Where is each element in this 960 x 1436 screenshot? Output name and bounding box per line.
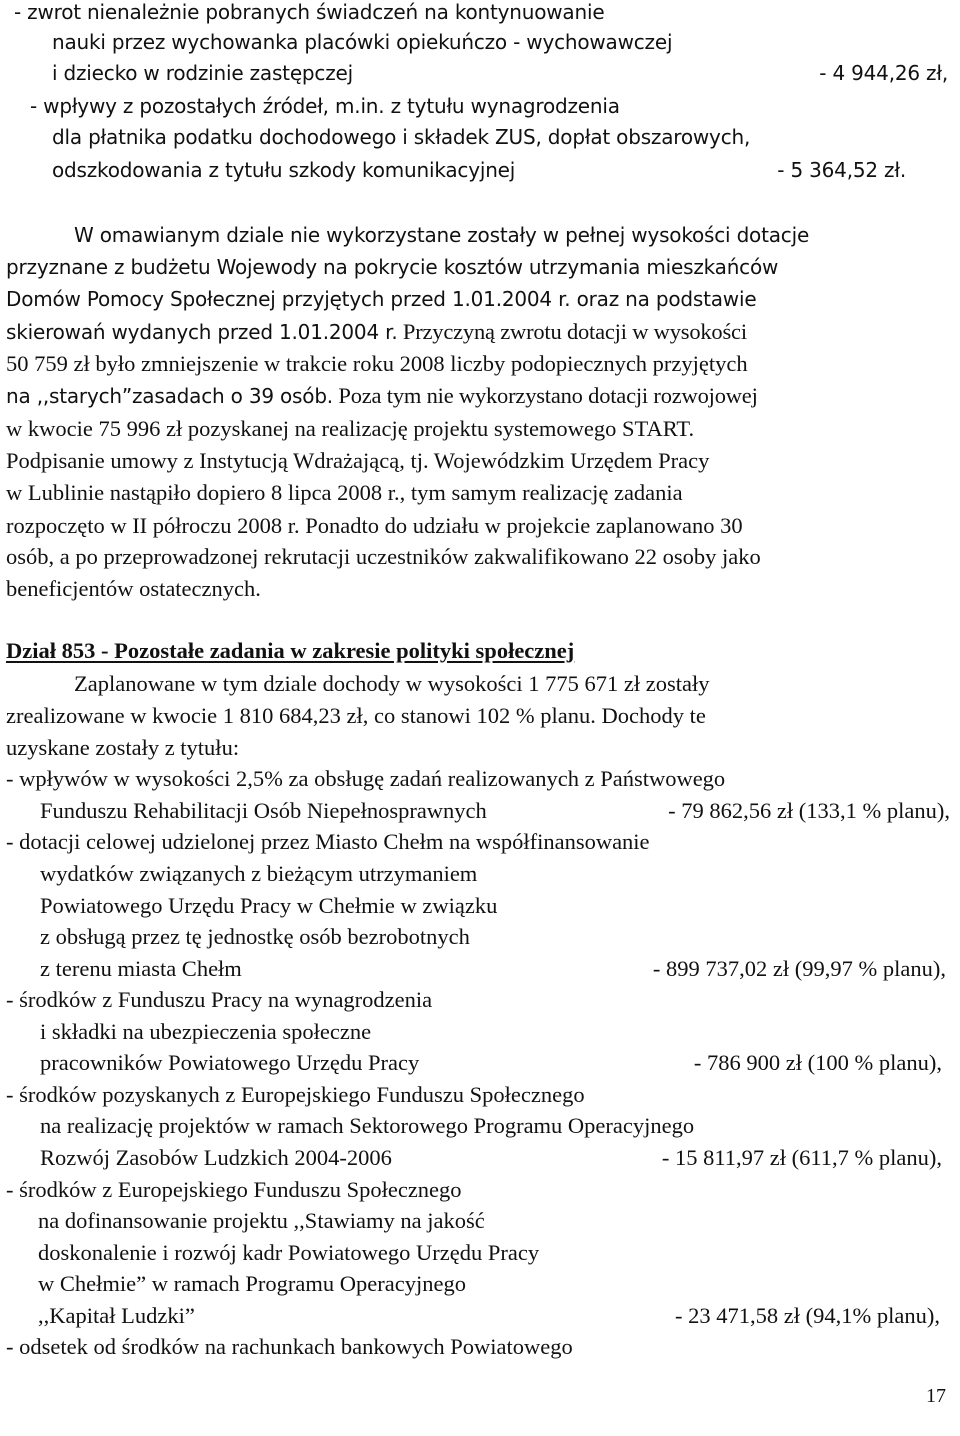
text-line: 50 759 zł było zmniejszenie w trakcie roku 2008 liczby podopiecznych przyjętych [6, 351, 748, 376]
text-line: osób, a po przeprowadzonej rekrutacji uczestników zakwalifikowano 22 osoby jako [6, 544, 761, 569]
text-line: Podpisanie umowy z Instytucją Wdrażającą, tj. Wojewódzkim Urzędem Pracy [6, 448, 710, 473]
amount: - 5 364,52 zł. [777, 158, 906, 182]
text-line: dla płatnika podatku dochodowego i składek ZUS, dopłat obszarowych, [52, 125, 751, 149]
text-line: i składki na ubezpieczenia społeczne [40, 1019, 372, 1044]
text-line: Domów Pomocy Społecznej przyjętych przed 1.01.2004 r. oraz na podstawie [6, 287, 757, 311]
amount: - 786 900 zł (100 % planu), [693, 1050, 942, 1075]
text-line: uzyskane zostały z tytułu: [6, 735, 240, 760]
text-line: w kwocie 75 996 zł pozyskanej na realizację projektu systemowego START. [6, 416, 695, 441]
text-span: Przyczyną zwrotu dotacji w wysokości [397, 319, 747, 344]
text-line: - wpływy z pozostałych źródeł, m.in. z tytułu wynagrodzenia [30, 94, 620, 118]
text-line: przyznane z budżetu Wojewody na pokrycie kosztów utrzymania mieszkańców [6, 255, 779, 279]
list-item: - środków z Funduszu Pracy na wynagrodzenia [6, 987, 433, 1012]
amount: - 4 944,26 zł, [819, 61, 948, 85]
list-item: - środków pozyskanych z Europejskiego Funduszu Społecznego [6, 1082, 585, 1107]
list-item: - odsetek od środków na rachunkach bankowych Powiatowego [6, 1334, 573, 1359]
text-line: z terenu miasta Chełm [40, 956, 242, 981]
text-line: i dziecko w rodzinie zastępczej [52, 61, 353, 85]
text-line: pracowników Powiatowego Urzędu Pracy [40, 1050, 420, 1075]
list-item: - środków z Europejskiego Funduszu Społecznego [6, 1177, 462, 1202]
text-line: zrealizowane w kwocie 1 810 684,23 zł, co stanowi 102 % planu. Dochody te [6, 703, 706, 728]
text-line: beneficjentów ostatecznych. [6, 576, 261, 601]
text-line: ,,Kapitał Ludzki” [38, 1303, 195, 1328]
text-span: na ,,starych”zasadach o 39 osób. [6, 384, 333, 408]
text-line: wydatków związanych z bieżącym utrzymaniem [40, 861, 478, 886]
text-line [6, 385, 758, 408]
text-line: na dofinansowanie projektu ,,Stawiamy na jakość [38, 1208, 485, 1233]
text-line: Funduszu Rehabilitacji Osób Niepełnosprawnych [40, 798, 487, 823]
text-line: W omawianym dziale nie wykorzystane zostały w pełnej wysokości dotacje [74, 223, 810, 247]
text-line: Rozwój Zasobów Ludzkich 2004-2006 [40, 1145, 392, 1170]
text-line [6, 321, 747, 344]
text-line: odszkodowania z tytułu szkody komunikacyjnej [52, 158, 516, 182]
amount: - 15 811,97 zł (611,7 % planu), [661, 1145, 942, 1170]
amount: - 899 737,02 zł (99,97 % planu), [652, 956, 946, 981]
text-line: na realizację projektów w ramach Sektorowego Programu Operacyjnego [40, 1113, 695, 1138]
text-line: w Chełmie” w ramach Programu Operacyjnego [38, 1271, 466, 1296]
list-item: - wpływów w wysokości 2,5% za obsługę zadań realizowanych z Państwowego [6, 766, 726, 791]
text-line: Zaplanowane w tym dziale dochody w wysokości 1 775 671 zł zostały [74, 671, 710, 696]
text-line: doskonalenie i rozwój kadr Powiatowego Urzędu Pracy [38, 1240, 540, 1265]
text-line: nauki przez wychowanka placówki opiekuńczo - wychowawczej [52, 30, 673, 54]
text-span: skierowań wydanych przed 1.01.2004 r. [6, 320, 398, 344]
text-line: Powiatowego Urzędu Pracy w Chełmie w związku [40, 893, 498, 918]
amount: - 79 862,56 zł (133,1 % planu), [668, 798, 950, 823]
text-line: - zwrot nienależnie pobranych świadczeń na kontynuowanie [14, 0, 605, 24]
amount: - 23 471,58 zł (94,1% planu), [675, 1303, 940, 1328]
text-line: z obsługą przez tę jednostkę osób bezrobotnych [40, 924, 470, 949]
list-item: - dotacji celowej udzielonej przez Miasto Chełm na współfinansowanie [6, 829, 650, 854]
text-line: w Lublinie nastąpiło dopiero 8 lipca 2008 r., tym samym realizację zadania [6, 480, 683, 505]
section-heading: Dział 853 - Pozostałe zadania w zakresie polityki społecznej [6, 638, 575, 663]
page-number: 17 [926, 1385, 946, 1407]
text-line: rozpoczęto w II półroczu 2008 r. Ponadto do udziału w projekcie zaplanowano 30 [6, 513, 743, 538]
text-span: Poza tym nie wykorzystano dotacji rozwojowej [332, 383, 758, 408]
